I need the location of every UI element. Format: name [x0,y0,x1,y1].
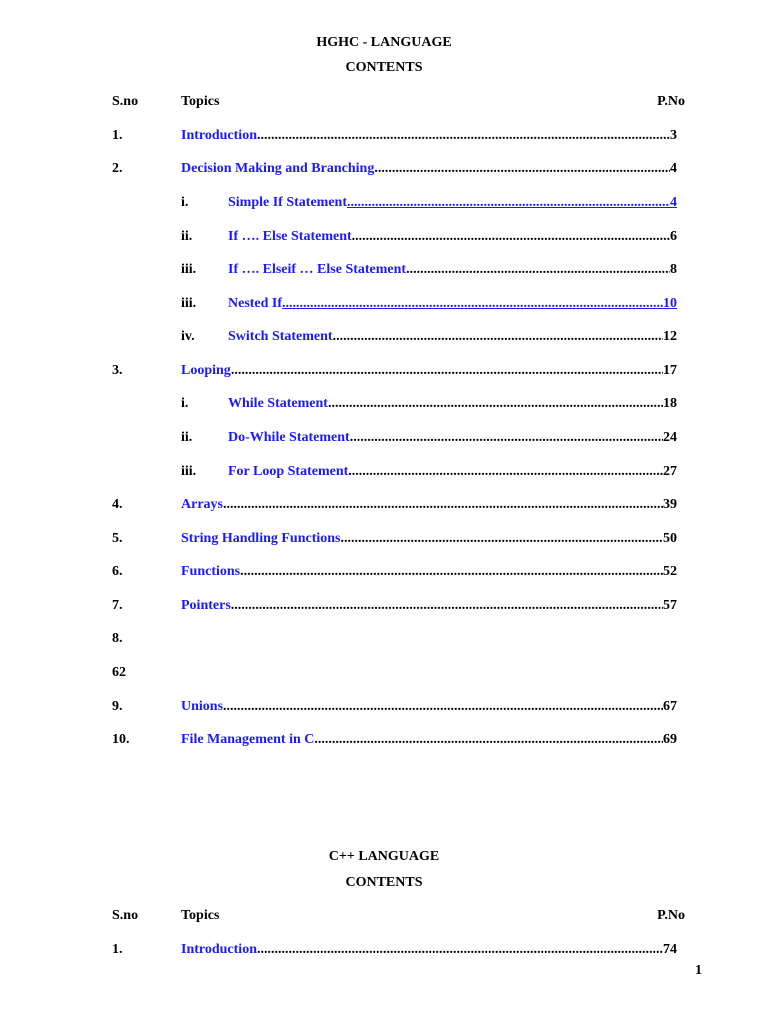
toc-subnumber: i. [181,195,189,210]
leader-dots [341,530,664,548]
leader-dots [347,194,670,212]
toc-row [0,530,768,548]
leader-dots [348,463,663,481]
toc-entry-link[interactable] [228,395,677,413]
toc-number: 9. [112,699,123,714]
leader-dots [282,295,663,313]
toc-entry-link[interactable] [228,194,677,212]
leader-dots [257,127,670,145]
toc-page: 39 [663,497,677,512]
toc-title: Decision Making and Branching [181,161,375,176]
leader-dots [374,160,670,178]
toc-number: 1. [112,942,123,957]
toc-title: Arrays [181,497,223,512]
section1-title: HGHC - LANGUAGE [316,35,452,50]
col-sno-header: S.no [112,908,139,923]
toc-entry-link[interactable] [228,429,677,447]
col-topics-header: Topics [181,908,220,923]
col-sno-header: S.no [112,94,139,109]
toc-row [0,664,768,682]
toc-entry-link[interactable] [228,463,677,481]
toc-row [0,698,768,716]
toc-title: Introduction [181,942,257,957]
toc-subrow [0,463,768,481]
toc-page: 27 [663,464,677,479]
toc-page: 8 [670,262,677,277]
toc-number: 10. [112,732,130,747]
toc-subrow [0,429,768,447]
toc-entry-link[interactable] [181,597,677,615]
toc-title: Looping [181,363,231,378]
toc-subrow [0,194,768,212]
toc-page: 18 [663,396,677,411]
toc-page: 57 [663,598,677,613]
leader-dots [223,496,663,514]
toc-row [0,127,768,145]
toc-subnumber: iv. [181,329,195,344]
col-pno-header: P.No [657,94,685,109]
toc-entry-link[interactable] [228,295,677,313]
leader-dots [240,563,663,581]
leader-dots [257,941,663,959]
toc-subnumber: i. [181,396,189,411]
section2-header-row [0,907,768,925]
toc-title: For Loop Statement [228,464,349,479]
toc-entry-link[interactable] [181,362,677,380]
toc-page: 50 [663,531,677,546]
toc-page: 4 [670,195,677,210]
toc-title: File Management in C [181,732,315,747]
leader-dots [231,362,663,380]
toc-title: Nested If [228,296,283,311]
toc-page: 4 [670,161,677,176]
toc-page: 6 [670,229,677,244]
toc-entry-link[interactable] [181,530,677,548]
toc-subrow [0,395,768,413]
toc-number: 4. [112,497,123,512]
toc-title: If …. Else Statement [228,229,352,244]
toc-title: Functions [181,564,241,579]
toc-entry-link[interactable] [181,496,677,514]
col-topics-header: Topics [181,94,220,109]
toc-number: 2. [112,161,123,176]
toc-row [0,496,768,514]
toc-row [0,160,768,178]
leader-dots [223,698,663,716]
leader-dots [314,731,663,749]
leader-dots [328,395,663,413]
toc-title: Unions [181,699,224,714]
toc-number: 62 [112,665,126,680]
toc-page: 52 [663,564,677,579]
toc-entry-link[interactable] [228,261,677,279]
toc-title: While Statement [228,396,328,411]
page-number: 1 [695,963,702,978]
toc-row [0,362,768,380]
toc-row [0,630,768,648]
toc-entry-link[interactable] [181,731,677,749]
toc-page: 24 [663,430,677,445]
toc-entry-link[interactable] [181,698,677,716]
toc-subrow [0,261,768,279]
toc-number: 3. [112,363,123,378]
leader-dots [350,429,663,447]
toc-row [0,941,768,959]
leader-dots [352,228,670,246]
toc-page: 69 [663,732,677,747]
toc-subrow [0,228,768,246]
toc-title: Pointers [181,598,231,613]
toc-number: 5. [112,531,123,546]
toc-page: 74 [663,942,677,957]
toc-title: Switch Statement [228,329,333,344]
toc-entry-link[interactable] [228,328,677,346]
toc-subnumber: ii. [181,430,193,445]
toc-title: Introduction [181,128,257,143]
toc-entry-link[interactable] [181,127,677,145]
toc-title: Simple If Statement [228,195,347,210]
toc-number: 7. [112,598,123,613]
toc-page: 17 [663,363,677,378]
toc-subnumber: iii. [181,262,197,277]
toc-subnumber: iii. [181,296,197,311]
toc-row [0,731,768,749]
toc-subnumber: iii. [181,464,197,479]
toc-number: 8. [112,631,123,646]
toc-entry-link[interactable] [228,228,677,246]
toc-subrow [0,328,768,346]
section1-subtitle: CONTENTS [345,60,423,75]
toc-title: Do-While Statement [228,430,350,445]
toc-subnumber: ii. [181,229,193,244]
toc-number: 6. [112,564,123,579]
section2-subtitle: CONTENTS [345,875,423,890]
toc-row [0,563,768,581]
leader-dots [231,597,663,615]
toc-page: 67 [663,699,677,714]
leader-dots [406,261,670,279]
toc-subrow [0,295,768,313]
toc-title: If …. Elseif … Else Statement [228,262,407,277]
toc-row [0,597,768,615]
col-pno-header: P.No [657,908,685,923]
section1-header-row [0,93,768,111]
leader-dots [333,328,663,346]
toc-page: 3 [670,128,677,143]
toc-entry-link[interactable] [181,941,677,959]
toc-title: String Handling Functions [181,531,341,546]
toc-page: 10 [663,296,677,311]
toc-entry-link[interactable] [181,563,677,581]
toc-page: 12 [663,329,677,344]
toc-number: 1. [112,128,123,143]
toc-entry-link[interactable] [181,160,677,178]
section2-title: C++ LANGUAGE [328,849,440,864]
